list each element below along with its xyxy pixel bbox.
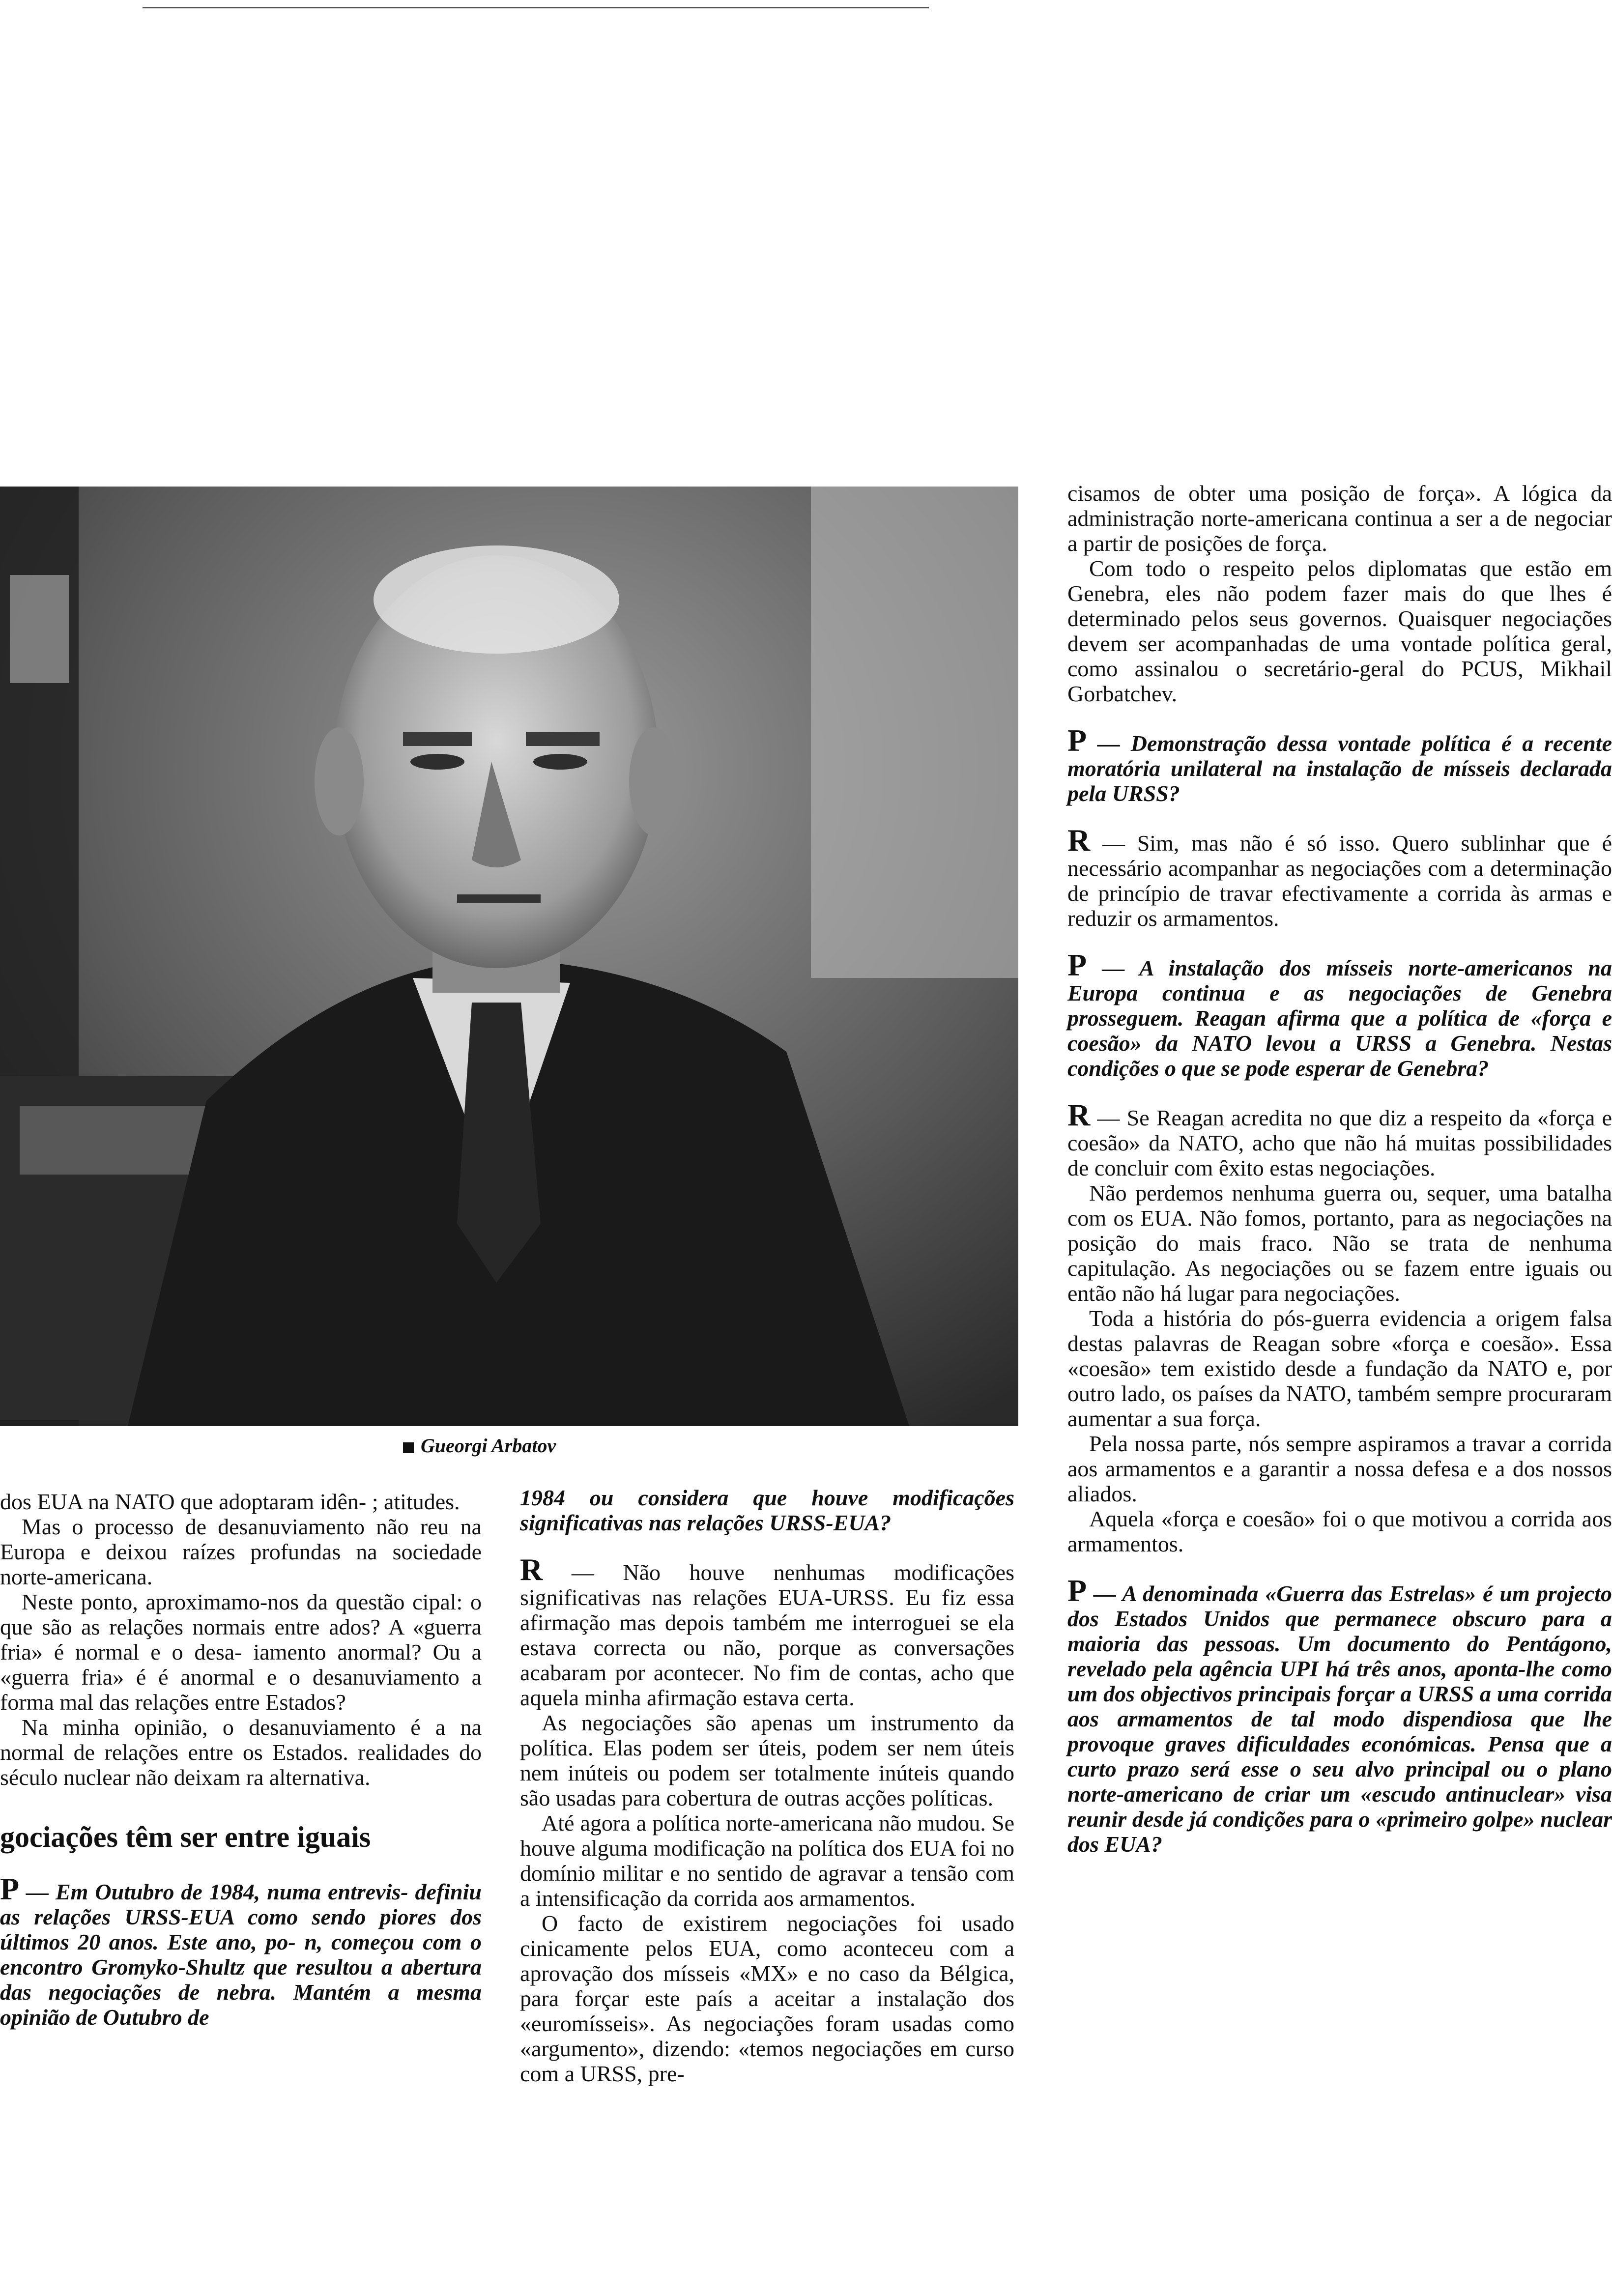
question-text: — A instalação dos mísseis norte-americanos na Europa continua e as negociações de Genebra prosseguem. Reagan afirma que a política de «força e coesão» da NATO levou a URSS a Genebra. Nestas condições o que se pode esperar de Genebra? — [1067, 955, 1612, 1081]
col2-paragraph: Até agora a política norte-americana não mudou. Se houve alguma modificação na política dos EUA foi no domínio militar e no sentido de agravar a tensão com a intensificação da corrida aos armamentos. — [520, 1810, 1014, 1911]
top-rule — [143, 7, 929, 8]
photo-caption — [403, 1434, 556, 1457]
question-continuation: 1984 ou considera que houve modificações significativas nas relações URSS-EUA? — [520, 1485, 1014, 1535]
question-text: — Em Outubro de 1984, numa entrevis- definiu as relações URSS-EUA como sendo piores dos últimos 20 anos. Este ano, po- n, começou com o encontro Gromyko-Shultz que resultou a abertura das negociações de nebra. Mantém a mesma opinião de Outubro de — [0, 1879, 482, 2030]
col3-paragraph: Toda a história do pós-guerra evidencia a origem falsa destas palavras de Reagan sobre «força e coesão». Essa «coesão» tem existido desde a fundação da NATO e, por outro lado, os países da NATO, também sempre procuraram aumentar a sua força. — [1067, 1306, 1612, 1431]
caption-bullet-icon — [403, 1442, 414, 1453]
col3-paragraph: Aquela «força e coesão» foi o que motivou a corrida aos armamentos. — [1067, 1506, 1612, 1556]
portrait-photo — [0, 487, 1018, 1426]
question-block — [1067, 947, 1612, 1081]
column-1 — [0, 1489, 482, 2030]
column-3 — [1067, 481, 1612, 1857]
answer-lead: R — [520, 1552, 543, 1587]
col1-paragraph: dos EUA na NATO que adoptaram idên- ; atitudes. — [0, 1489, 460, 1514]
answer-lead: R — [1067, 1097, 1091, 1132]
answer-text: — Sim, mas não é só isso. Quero sublinhar que é necessário acompanhar as negociações com a determinação de princípio de travar efectivamente a corrida às armas e reduzir os armamentos. — [1067, 831, 1612, 931]
question-block — [0, 1871, 482, 2030]
col3-paragraph: cisamos de obter uma posição de força». A lógica da administração norte-americana continua a ser a de negociar a partir de posições de força. — [1067, 481, 1612, 556]
question-lead: P — [1067, 723, 1087, 758]
answer-block — [1067, 1097, 1612, 1180]
question-lead: P — [1067, 1573, 1087, 1608]
col2-paragraph: As negociações são apenas um instrumento da política. Elas podem ser úteis, podem ser nem úteis nem inúteis ou podem ser totalmente inúteis quando são usadas para cobertura de outras acções políticas. — [520, 1710, 1014, 1810]
answer-lead: R — [1067, 823, 1091, 858]
answer-block — [1067, 823, 1612, 931]
question-block — [1067, 723, 1612, 806]
section-subhead: gociações têm ser entre iguais — [0, 1821, 371, 1853]
question-text: — A denominada «Guerra das Estrelas» é um projecto dos Estados Unidos que permanece obscuro para a maioria das pessoas. Um documento do Pentágono, revelado pela agência UPI há três anos, aponta-lhe como um dos objectivos principais forçar a URSS a uma corrida aos armamentos de tal modo dispendiosa que lhe provoque graves dificuldades económicas. Pensa que a curto prazo será esse o seu alvo principal ou o plano norte-americano de criar um «escudo antinuclear» visa reunir desde já condições para o «primeiro golpe» nuclear dos EUA? — [1067, 1581, 1612, 1857]
answer-block — [520, 1552, 1014, 1710]
column-2 — [520, 1485, 1014, 2086]
question-lead: P — [1067, 947, 1087, 982]
col3-paragraph: Pela nossa parte, nós sempre aspiramos a travar a corrida aos armamentos e a garantir a nossa defesa e a dos nossos aliados. — [1067, 1431, 1612, 1506]
col3-paragraph: Não perdemos nenhuma guerra ou, sequer, uma batalha com os EUA. Não fomos, portanto, para as negociações na posição do mais fraco. Não se trata de nenhuma capitulação. As negociações ou se fazem entre iguais ou então não há lugar para negociações. — [1067, 1180, 1612, 1306]
col3-paragraph: Com todo o respeito pelos diplomatas que estão em Genebra, eles não podem fazer mais do que lhes é determinado pelos seus governos. Quaisquer negociações devem ser acompanhadas de uma vontade política geral, como assinalou o secretário-geral do PCUS, Mikhail Gorbatchev. — [1067, 556, 1612, 706]
question-block — [1067, 1573, 1612, 1857]
question-lead: P — [0, 1871, 20, 1906]
caption-text: Gueorgi Arbatov — [421, 1435, 556, 1457]
question-text: — Demonstração dessa vontade política é a recente moratória unilateral na instalação de mísseis declarada pela URSS? — [1067, 731, 1612, 806]
col2-paragraph: O facto de existirem negociações foi usado cinicamente pelos EUA, como aconteceu com a aprovação dos mísseis «MX» e no caso da Bélgica, para forçar este país a aceitar a instalação dos «euromísseis». As negociações foram usadas como «argumento», dizendo: «temos negociações em curso com a URSS, pre- — [520, 1911, 1014, 2086]
col1-paragraph: Mas o processo de desanuviamento não reu na Europa e deixou raízes profundas na sociedade norte-americana. — [0, 1514, 482, 1589]
answer-text: — Não houve nenhumas modificações significativas nas relações EUA-URSS. Eu fiz essa afirmação mas depois também me interroguei se ela estava correcta ou não, porque as conversações acabaram por acontecer. No fim de contas, acho que aquela minha afirmação estava certa. — [520, 1560, 1014, 1710]
answer-text: — Se Reagan acredita no que diz a respeito da «força e coesão» da NATO, acho que não há muitas possibilidades de concluir com êxito estas negociações. — [1067, 1105, 1612, 1180]
col1-paragraph: Na minha opinião, o desanuviamento é a na normal de relações entre os Estados. realidades do século nuclear não deixam ra alternativa. — [0, 1715, 482, 1790]
col1-paragraph: Neste ponto, aproximamo-nos da questão cipal: o que são as relações normais entre ados? A «guerra fria» é normal e o desa- iamento anormal? Ou a «guerra fria» é é anormal e o desanuviamento a forma mal das relações entre Estados? — [0, 1589, 482, 1715]
portrait-illustration — [0, 487, 1018, 1426]
